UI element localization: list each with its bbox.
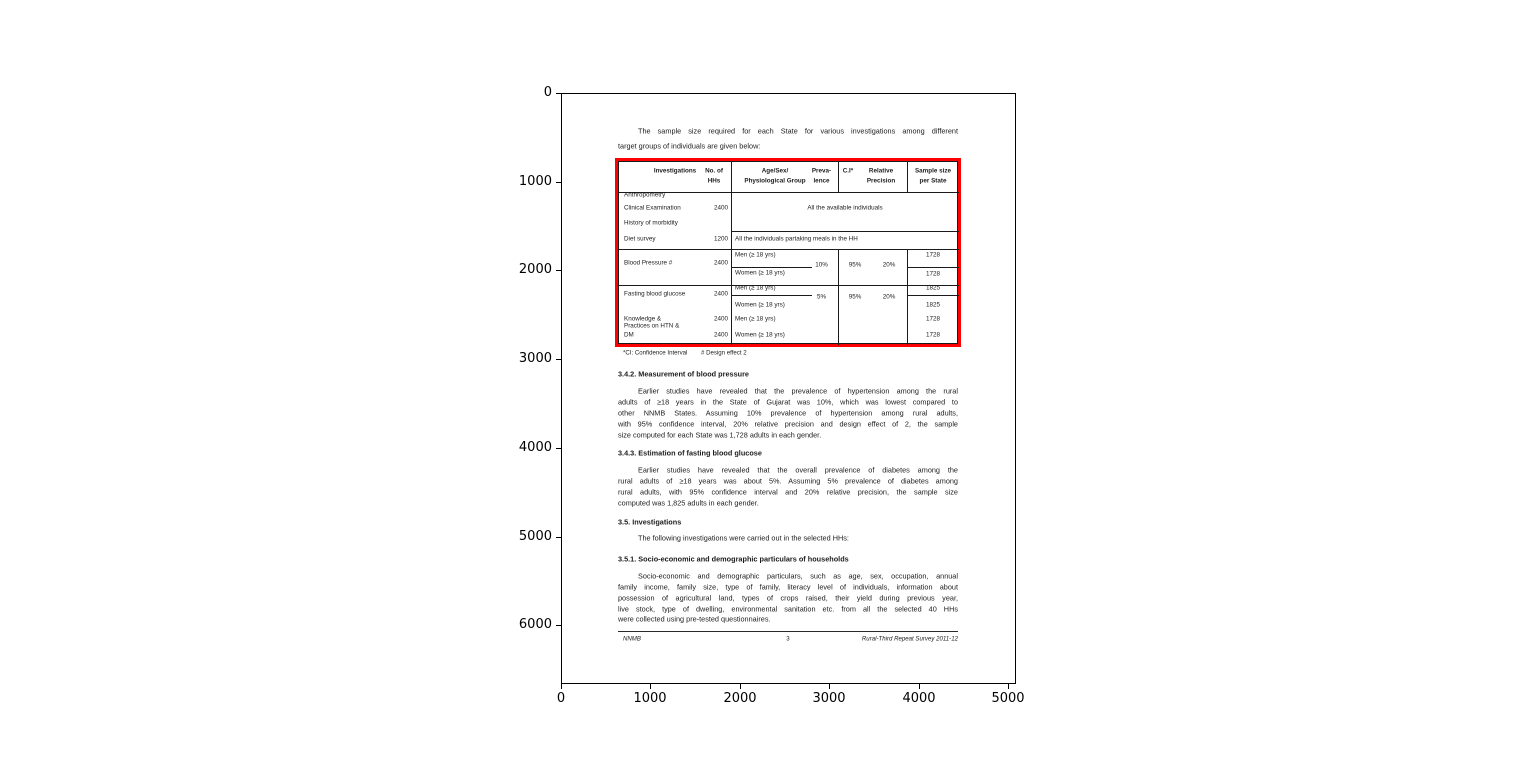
y-tick-label: 3000 — [518, 351, 552, 366]
col-header: Preva- — [811, 167, 832, 175]
table-footnote: *CI: Confidence Interval — [623, 349, 688, 357]
table-line — [731, 231, 959, 232]
x-tick-label: 1000 — [633, 691, 667, 706]
x-tick-label: 5000 — [991, 691, 1025, 706]
body-line: other NNMB States. Assuming 10% prevalence of hypertension among rural adults, — [618, 408, 958, 418]
col-header: No. of — [705, 167, 723, 175]
body-line: rural adults, with 95% confidence interval and 20% relative precision, the sample size — [618, 487, 958, 497]
table-cell: 2400 — [713, 331, 728, 339]
table-cell: Women (≥ 18 yrs) — [735, 269, 785, 277]
table-cell: Knowledge & — [624, 315, 662, 323]
x-tick-mark — [650, 684, 651, 689]
table-cell: Men (≥ 18 yrs) — [735, 284, 776, 292]
table-cell: Women (≥ 18 yrs) — [735, 301, 785, 309]
section-heading: 3.4.2. Measurement of blood pressure — [618, 369, 749, 379]
table-cell: 10% — [815, 261, 828, 269]
table-line — [907, 267, 959, 268]
body-line: with 95% confidence interval, 20% relative precision and design effect of 2, the sample — [618, 419, 958, 429]
table-cell: 20% — [882, 293, 896, 301]
section-heading: 3.5.1. Socio-economic and demographic particulars of households — [618, 554, 849, 564]
body-line: Earlier studies have revealed that the overall prevalence of diabetes among the — [638, 465, 958, 475]
table-cell: Clinical Examination — [624, 204, 681, 212]
table-cell: 1200 — [713, 235, 728, 243]
table-line — [731, 162, 732, 345]
col-header: per State — [919, 177, 947, 185]
table-cell: 95% — [848, 261, 862, 269]
body-line: rural adults of ≥18 years was about 5%. Assuming 5% prevalence of diabetes among — [618, 476, 958, 486]
table-cell: All the available individuals — [807, 204, 883, 212]
table-cell: 1728 — [925, 251, 940, 259]
x-tick-mark — [919, 684, 920, 689]
body-line: computed was 1,825 adults in each gender. — [618, 498, 759, 508]
x-tick-mark — [829, 684, 830, 689]
table-footnote: # Design effect 2 — [701, 349, 747, 357]
y-tick-label: 4000 — [518, 440, 552, 455]
table-cell: Diet survey — [624, 235, 656, 243]
table-cell: 2400 — [713, 259, 728, 267]
table-cell: Anthropometry — [624, 191, 666, 199]
sample-size-table — [618, 161, 958, 344]
body-line: Socio-economic and demographic particulars, such as age, sex, occupation, annual — [638, 571, 958, 581]
col-header: lence — [813, 177, 830, 185]
table-cell: History of morbidity — [624, 219, 678, 227]
table-cell: 1825 — [925, 301, 940, 309]
body-line: Earlier studies have revealed that the prevalence of hypertension among the rural — [638, 386, 958, 396]
x-tick-label: 3000 — [812, 691, 846, 706]
footer-page-number: 3 — [786, 635, 790, 643]
body-line: adults of ≥18 years in the State of Gujarat was 10%, which was lowest compared to — [618, 397, 958, 407]
body-line: were collected using pre-tested questionnaires. — [618, 614, 771, 624]
col-header: C.I* — [842, 167, 854, 175]
y-tick-label: 0 — [543, 85, 552, 100]
table-line — [731, 267, 812, 268]
table-cell: 5% — [816, 293, 827, 301]
footer-right: Rural-Third Repeat Survey 2011-12 — [861, 635, 958, 643]
table-cell: Men (≥ 18 yrs) — [735, 315, 776, 323]
table-cell: Women (≥ 18 yrs) — [735, 331, 785, 339]
y-tick-label: 2000 — [518, 262, 552, 277]
x-tick-label: 4000 — [902, 691, 936, 706]
table-line — [619, 192, 959, 193]
section-heading: 3.5. Investigations — [618, 517, 682, 527]
table-line — [619, 249, 959, 250]
footer-left: NNMB — [623, 635, 641, 643]
body-line: family income, family size, type of family, literacy level of individuals, information about — [618, 582, 958, 592]
x-tick-label: 2000 — [723, 691, 757, 706]
table-cell: 1825 — [925, 284, 940, 292]
table-cell: Men (≥ 18 yrs) — [735, 251, 776, 259]
table-cell: Fasting blood glucose — [624, 290, 686, 298]
col-header: HHs — [707, 177, 721, 185]
col-header: Relative — [868, 167, 894, 175]
table-cell: Practices on HTN & — [624, 322, 680, 330]
table-cell: Blood Pressure # — [624, 259, 673, 267]
table-line — [731, 295, 812, 296]
body-line: The following investigations were carried out in the selected HHs: — [638, 533, 849, 543]
footer-rule — [618, 631, 958, 632]
table-cell: 1728 — [925, 331, 940, 339]
col-header: Precision — [866, 177, 896, 185]
y-tick-label: 6000 — [518, 617, 552, 632]
table-cell: 2400 — [713, 315, 728, 323]
table-cell: All the individuals partaking meals in the HH — [735, 235, 858, 243]
col-header: Investigations — [653, 167, 697, 175]
x-tick-mark — [1008, 684, 1009, 689]
intro-line: target groups of individuals are given below: — [618, 141, 761, 151]
x-tick-label: 0 — [556, 691, 566, 706]
y-tick-label: 5000 — [518, 529, 552, 544]
intro-line: The sample size required for each State for various investigations among different — [638, 126, 958, 136]
col-header: Sample size — [914, 167, 952, 175]
table-cell: DM — [624, 331, 634, 339]
table-cell: 2400 — [713, 290, 728, 298]
col-header: Age/Sex/ — [761, 167, 789, 175]
table-cell: 20% — [882, 261, 896, 269]
section-heading: 3.4.3. Estimation of fasting blood glucose — [618, 448, 762, 458]
body-line: live stock, type of dwelling, environmental sanitation etc. from all the selected 40 HHs — [618, 604, 958, 614]
plot-axes — [561, 93, 1016, 684]
table-line — [907, 295, 959, 296]
x-tick-mark — [740, 684, 741, 689]
table-cell: 1728 — [925, 315, 940, 323]
x-tick-mark — [561, 684, 562, 689]
col-header: Physiological Group — [744, 177, 806, 185]
body-line: possession of agricultural land, types of crops raised, their yield during previous year, — [618, 593, 958, 603]
y-tick-label: 1000 — [518, 174, 552, 189]
table-cell: 95% — [848, 293, 862, 301]
scanned-document-page — [562, 94, 1015, 683]
body-line: size computed for each State was 1,728 adults in each gender. — [618, 430, 822, 440]
table-cell: 2400 — [713, 204, 728, 212]
table-cell: 1728 — [925, 270, 940, 278]
